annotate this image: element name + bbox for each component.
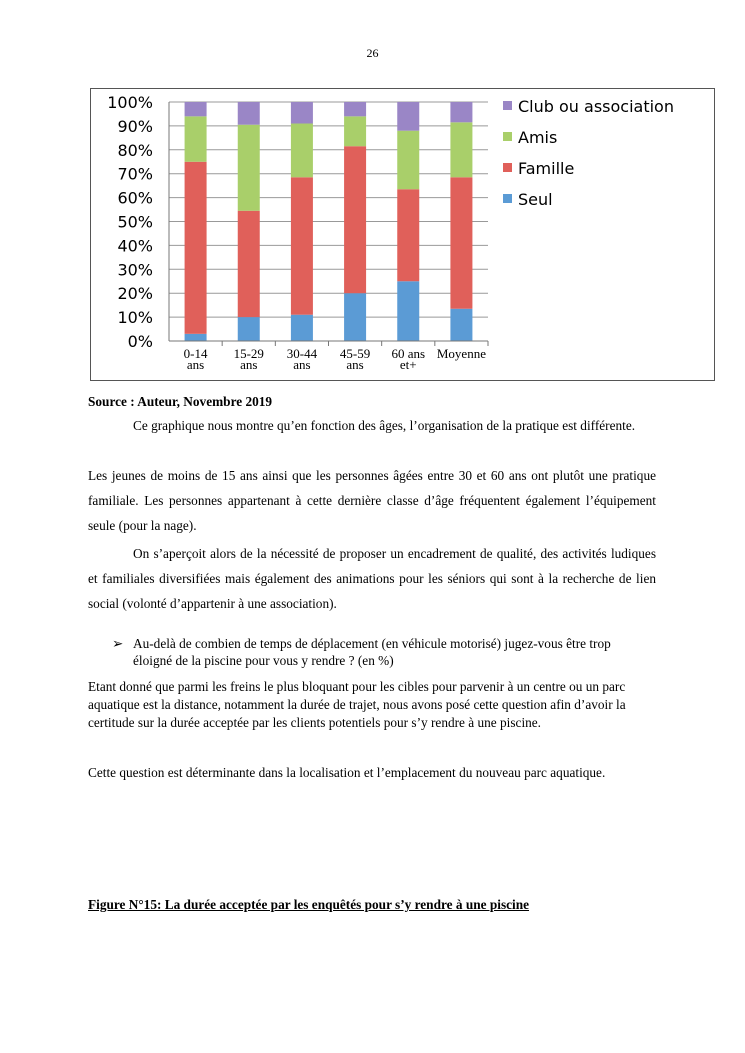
y-tick-label: 100% <box>107 93 153 112</box>
arrow-bullet-icon: ➢ <box>112 636 124 651</box>
x-tick-label: ans <box>186 357 205 372</box>
y-tick-label: 40% <box>117 236 153 256</box>
bar-segment-seul <box>344 293 366 341</box>
y-tick-label: 20% <box>117 284 153 304</box>
y-tick-label: 80% <box>117 140 153 160</box>
bar-segment-famille <box>291 177 313 314</box>
bar-segment-club-ou-association <box>397 102 419 131</box>
bar-segment-seul <box>397 281 419 341</box>
legend-swatch <box>503 194 512 203</box>
legend-label: Amis <box>518 128 558 147</box>
bar-segment-amis <box>397 131 419 190</box>
bar-segment-club-ou-association <box>450 102 472 122</box>
x-tick-label: 0-14 <box>183 346 208 361</box>
source-caption: Source : Auteur, Novembre 2019 <box>88 394 273 409</box>
bar-segment-seul <box>185 334 207 341</box>
y-tick-label: 50% <box>117 212 153 232</box>
bar-segment-club-ou-association <box>185 102 207 116</box>
legend-swatch <box>503 132 512 141</box>
legend-label: Famille <box>518 159 575 178</box>
paragraph-2: Les jeunes de moins de 15 ans ainsi que les personnes âgées entre 30 et 60 ans ont plutôt une pratique familiale. Les personnes appartenant à cette dernière classe d’âge fréquentent également l’équipement seule (pour la nage). <box>88 468 656 533</box>
stacked-bar-chart <box>90 88 715 381</box>
x-tick-label: 15-29 <box>233 346 264 361</box>
bar-segment-famille <box>185 162 207 334</box>
y-tick-label: 70% <box>117 164 153 184</box>
y-tick-label: 10% <box>117 308 153 328</box>
bar-segment-seul <box>450 309 472 341</box>
bullet-item <box>112 635 652 669</box>
x-tick-label: ans <box>346 357 364 372</box>
paragraph-1: Ce graphique nous montre qu’en fonction des âges, l’organisation de la pratique est différente. <box>133 418 636 433</box>
bar-segment-amis <box>450 122 472 177</box>
x-tick-label: et+ <box>399 357 417 372</box>
bar-segment-seul <box>238 317 260 341</box>
y-tick-label: 60% <box>117 188 153 208</box>
bar-segment-famille <box>344 146 366 293</box>
bar-segment-club-ou-association <box>238 102 260 125</box>
y-tick-label: 0% <box>127 332 153 351</box>
x-tick-label: 60 ans <box>391 346 426 361</box>
paragraph-5: Cette question est déterminante dans la localisation et l’emplacement du nouveau parc aquatique. <box>88 765 606 780</box>
bar-segment-famille <box>238 211 260 317</box>
bar-segment-amis <box>238 125 260 211</box>
y-tick-label: 30% <box>117 260 153 280</box>
figure-title: Figure N°15: La durée acceptée par les enquêtés pour s’y rendre à une piscine <box>88 897 530 912</box>
paragraph-3: On s’aperçoit alors de la nécessité de proposer un encadrement de qualité, des activités ludiques et familiales diversifiées mais également des animations pour les séniors qui sont à la recherche de lien social (volonté d’appartenir à une association). <box>88 546 656 611</box>
bar-segment-famille <box>397 189 419 281</box>
y-tick-label: 90% <box>117 116 153 136</box>
paragraph-4: Etant donné que parmi les freins le plus bloquant pour les cibles pour parvenir à un centre ou un parc aquatique est la distance, notamment la durée de trajet, nous avons posé cette question afin d’avoir la certitude sur la durée acceptée par les clients potentiels pour s’y rendre à une piscine. <box>88 679 626 730</box>
bar-segment-seul <box>291 315 313 341</box>
legend-label: Club ou association <box>518 97 674 116</box>
x-tick-label: ans <box>240 357 258 372</box>
chart-svg <box>91 89 714 380</box>
bar-segment-amis <box>291 124 313 178</box>
x-tick-label: 30-44 <box>286 346 318 361</box>
bar-segment-club-ou-association <box>344 102 366 116</box>
bar-segment-amis <box>185 116 207 161</box>
x-tick-label: Moyenne <box>436 346 486 361</box>
legend-label: Seul <box>518 190 553 209</box>
bar-segment-famille <box>450 177 472 308</box>
legend-swatch <box>503 163 512 172</box>
bullet-text: Au-delà de combien de temps de déplacement (en véhicule motorisé) jugez-vous être trop éloigné de la piscine pour vous y rendre ? (en %) <box>133 636 611 668</box>
x-tick-label: 45-59 <box>339 346 371 361</box>
legend-swatch <box>503 101 512 110</box>
page-number: 26 <box>366 46 379 60</box>
bar-segment-club-ou-association <box>291 102 313 124</box>
x-tick-label: ans <box>293 357 311 372</box>
bar-segment-amis <box>344 116 366 146</box>
